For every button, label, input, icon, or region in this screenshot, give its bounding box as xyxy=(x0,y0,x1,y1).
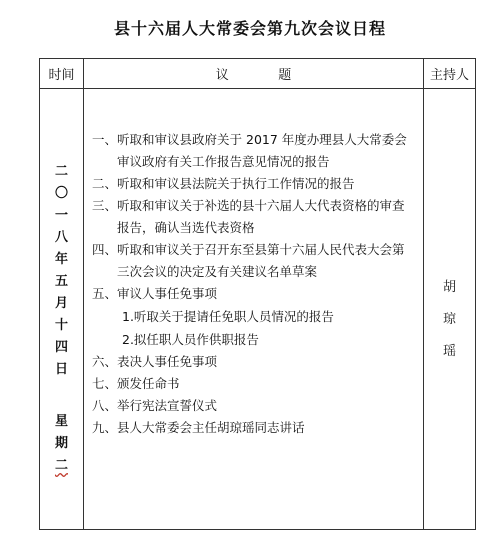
agenda-item-number: 三、 xyxy=(92,198,118,213)
weekday-char: 期 xyxy=(54,436,68,451)
agenda-list xyxy=(92,129,417,439)
date-char: 四 xyxy=(54,340,68,355)
host-name-char: 瑶 xyxy=(442,344,456,359)
agenda-cell xyxy=(84,89,424,530)
agenda-item-text: 审议人事任免事项 xyxy=(117,286,218,301)
date-char: 日 xyxy=(54,362,68,377)
agenda-item-text: 三次会议的决定及有关建议名单草案 xyxy=(117,264,318,279)
agenda-item-number: 五、 xyxy=(92,286,118,301)
agenda-item-text: 听取和审议关于补选的县十六届人大代表资格的审查 xyxy=(117,198,405,213)
agenda-item-text: 举行宪法宣誓仪式 xyxy=(117,398,218,413)
host-name-char: 琼 xyxy=(442,312,456,327)
agenda-item xyxy=(92,173,417,195)
agenda-item-text: 表决人事任免事项 xyxy=(117,354,218,369)
agenda-item-text: 县人大常委会主任胡琼瑶同志讲话 xyxy=(117,420,305,435)
agenda-item-number: 一、 xyxy=(92,132,118,147)
schedule-row xyxy=(40,89,476,530)
page-title: 县十六届人大常委会第九次会议日程 xyxy=(113,19,386,38)
agenda-item xyxy=(92,395,417,417)
agenda-item xyxy=(92,283,417,305)
date-char: 〇 xyxy=(54,186,68,201)
agenda-item-text: 审议政府有关工作报告意见情况的报告 xyxy=(117,154,330,169)
header-row xyxy=(40,59,476,89)
agenda-item-text: 听取和审议县法院关于执行工作情况的报告 xyxy=(117,176,355,191)
date-char: 月 xyxy=(54,296,68,311)
agenda-item-number: 六、 xyxy=(92,354,118,369)
agenda-item-number: 八、 xyxy=(92,398,118,413)
host-name xyxy=(424,272,475,368)
agenda-item-number: 七、 xyxy=(92,376,118,391)
weekday-char: 星 xyxy=(54,414,68,429)
header-host: 主持人 xyxy=(424,59,476,89)
agenda-item xyxy=(92,129,417,173)
agenda-item-text: 报告，确认当选代表资格 xyxy=(117,220,255,235)
header-topic: 议 题 xyxy=(84,59,424,89)
header-time: 时间 xyxy=(40,59,84,89)
date-char: 五 xyxy=(54,274,68,289)
agenda-item xyxy=(92,373,417,395)
agenda-item xyxy=(92,239,417,283)
host-name-char: 胡 xyxy=(442,280,456,295)
agenda-item-number: 九、 xyxy=(92,420,118,435)
meeting-date xyxy=(40,161,83,477)
weekday-char: 二 xyxy=(54,458,68,473)
date-cell xyxy=(40,89,84,530)
date-char: 二 xyxy=(54,164,68,179)
date-char: 十 xyxy=(54,318,68,333)
agenda-subitem: 2.拟任职人员作供职报告 xyxy=(122,332,259,347)
agenda-item xyxy=(92,351,417,373)
date-char: 八 xyxy=(54,230,68,245)
host-cell xyxy=(424,89,476,530)
agenda-item xyxy=(92,195,417,239)
agenda-item-text: 颁发任命书 xyxy=(117,376,180,391)
date-char: 年 xyxy=(54,252,68,267)
agenda-item xyxy=(92,417,417,439)
date-char: 一 xyxy=(54,208,68,223)
schedule-table xyxy=(39,58,476,530)
agenda-item-text: 听取和审议县政府关于 2017 年度办理县人大常委会 xyxy=(117,132,407,147)
agenda-item-number: 二、 xyxy=(92,176,118,191)
agenda-subitem: 1.听取关于提请任免职人员情况的报告 xyxy=(122,309,334,324)
agenda-item-number: 四、 xyxy=(92,242,118,257)
agenda-item-text: 听取和审议关于召开东至县第十六届人民代表大会第 xyxy=(117,242,405,257)
